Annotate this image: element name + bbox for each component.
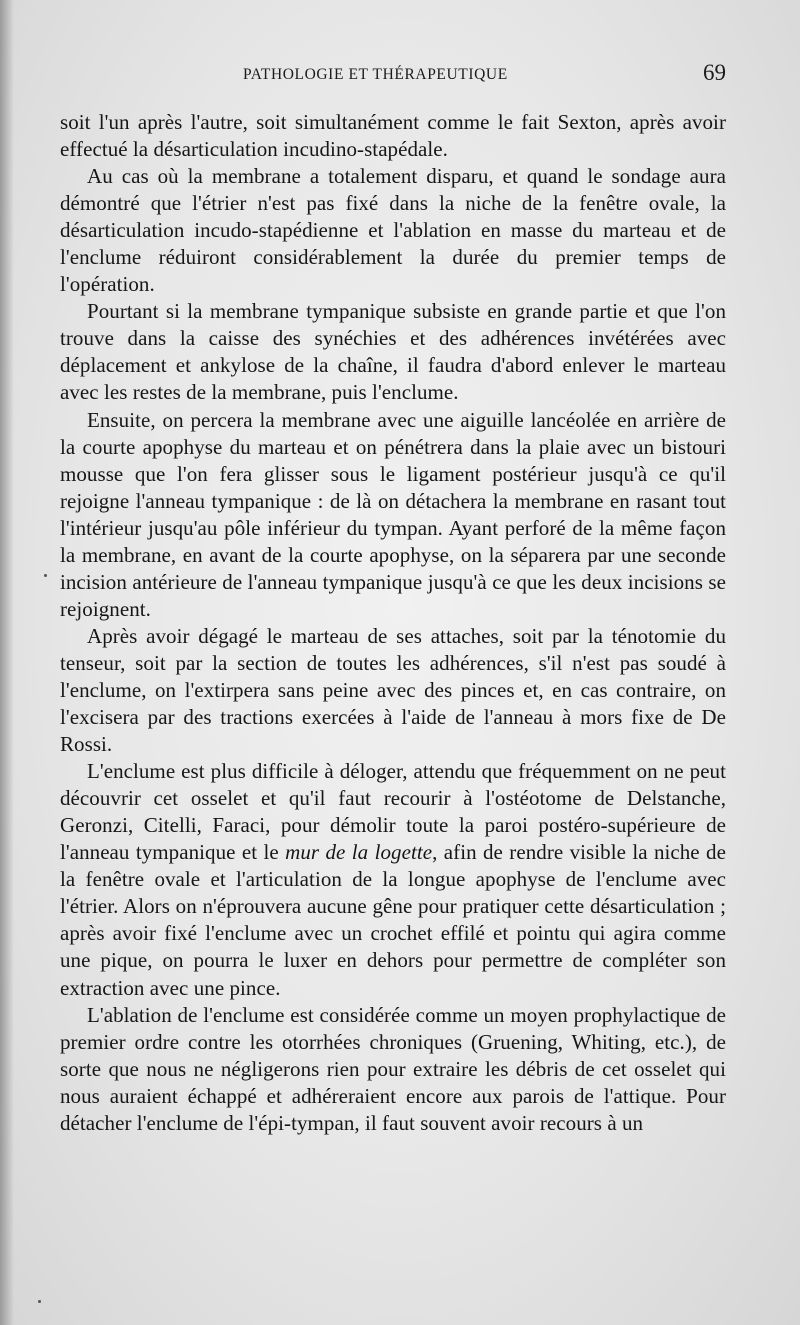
paper-speck xyxy=(44,574,47,577)
paragraph-5: Après avoir dégagé le marteau de ses attaches, soit par la ténotomie du tenseur, soit par la section de toutes les adhérences, s'il n'est pas soudé à l'enclume, on l'extirpera sans peine avec des pinces et, en cas contraire, on l'excisera par des tractions exercées à l'aide de l'anneau à mors fixe de De Rossi. xyxy=(60,623,726,757)
page-number: 69 xyxy=(703,60,726,85)
paragraph-4: Ensuite, on percera la membrane avec une aiguille lancéolée en arrière de la courte apophyse du marteau et on pénétrera dans la plaie avec un bistouri mousse que l'on fera glisser sous le ligament postérieur jusqu'à ce qu'il rejoigne l'anneau tympanique : de là on détachera la membrane en rasant tout l'intérieur jusqu'au pôle inférieur du tympan. Ayant perforé de la même façon la membrane, en avant de la courte apophyse, on la séparera par une seconde incision antérieure de l'anneau tympanique jusqu'à ce que les deux incisions se rejoignent. xyxy=(60,407,726,621)
paper-speck xyxy=(38,1300,41,1303)
paragraph-1: soit l'un après l'autre, soit simultanément comme le fait Sexton, après avoir effectué la désarticulation incudino-stapédale. xyxy=(60,110,726,162)
paragraph-6 xyxy=(60,758,726,1001)
paragraph-7: L'ablation de l'enclume est considérée comme un moyen prophylactique de premier ordre contre les otorrhées chroniques (Gruening, Whiting, etc.), de sorte que nous ne négligerons rien pour extraire les débris de cet osselet qui nous auraient échappé et adhéreraient encore aux parois de l'attique. Pour détacher l'enclume de l'épi-tympan, il faut souvent avoir recours à un xyxy=(60,1002,726,1135)
body-text xyxy=(60,109,726,1137)
running-head: PATHOLOGIE ET THÉRAPEUTIQUE xyxy=(243,66,508,83)
paragraph-2: Au cas où la membrane a totalement disparu, et quand le sondage aura démontré que l'étrier n'est pas fixé dans la niche de la fenêtre ovale, la désarticulation incudo-stapédienne et l'ablation en masse du marteau et de l'enclume réduiront considérablement la durée du premier temps de l'opération. xyxy=(60,164,726,297)
paragraph-6-text-before: L'enclume est plus difficile à déloger, attendu que fréquemment on ne peut découvrir cet osselet et qu'il faut recourir à l'ostéotome de Delstanche, Geronzi, Citelli, Faraci, pour démolir toute la paroi postéro-supérieure de l'anneau tympanique et le xyxy=(60,759,726,865)
paragraph-3: Pourtant si la membrane tympanique subsiste en grande partie et que l'on trouve dans la caisse des synéchies et des adhérences invétérées avec déplacement et ankylose de la chaîne, il faudra d'abord enlever le marteau avec les restes de la membrane, puis l'enclume. xyxy=(60,299,726,405)
paragraph-6-text-after: , afin de rendre visible la niche de la fenêtre ovale et l'articulation de la longue apophyse de l'enclume avec l'étrier. Alors on n'éprouvera aucune gêne pour pratiquer cette désarticulation ; après avoir fixé l'enclume avec un crochet effilé et pointu qui agira comme une pique, on pourra le luxer en dehors pour permettre de compléter son extraction avec une pince. xyxy=(60,840,726,1000)
page-header xyxy=(60,62,726,92)
italic-term: mur de la logette xyxy=(285,840,433,865)
